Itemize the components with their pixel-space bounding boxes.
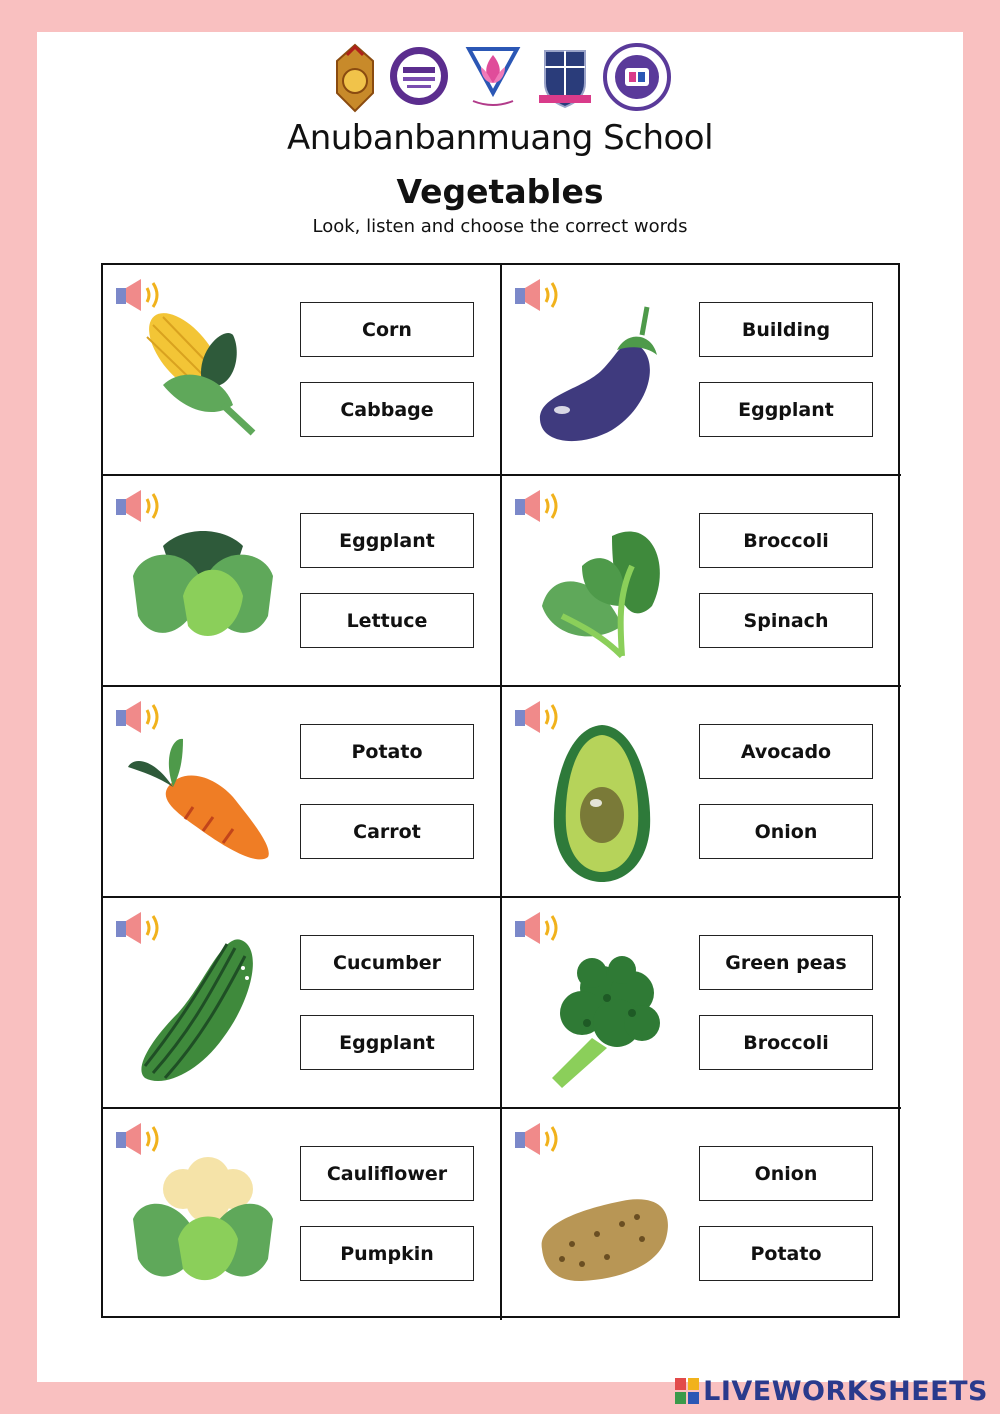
eggplant-picture <box>522 295 682 465</box>
worksheet-title: Vegetables <box>396 172 604 211</box>
option-lettuce[interactable]: Lettuce <box>300 593 474 648</box>
option-eggplant[interactable]: Eggplant <box>699 382 873 437</box>
question-cell-5 <box>103 687 502 898</box>
mep-logo <box>535 43 595 113</box>
school-name: Anubanbanmuang School <box>286 118 714 158</box>
obec-logo <box>333 43 377 113</box>
logo-strip <box>333 43 673 113</box>
broccoli-picture <box>522 928 682 1098</box>
question-cell-2 <box>502 265 901 476</box>
school-quality-logo <box>389 43 449 109</box>
cauliflower-picture <box>123 1139 283 1309</box>
spinach-picture <box>522 506 682 676</box>
brand-name: LIVEWORKSHEETS <box>703 1375 988 1407</box>
question-cell-8 <box>502 898 901 1109</box>
instructions: Look, listen and choose the correct words <box>312 216 688 237</box>
option-carrot[interactable]: Carrot <box>300 804 474 859</box>
option-spinach[interactable]: Spinach <box>699 593 873 648</box>
option-corn[interactable]: Corn <box>300 302 474 357</box>
question-cell-3 <box>103 476 502 687</box>
option-potato[interactable]: Potato <box>699 1226 873 1281</box>
question-cell-10 <box>502 1109 901 1320</box>
question-cell-6 <box>502 687 901 898</box>
option-eggplant[interactable]: Eggplant <box>300 513 474 568</box>
anuban-banmuang-logo <box>463 43 523 109</box>
option-cauliflower[interactable]: Cauliflower <box>300 1146 474 1201</box>
corn-picture <box>123 295 283 465</box>
carrot-picture <box>123 717 283 887</box>
option-pumpkin[interactable]: Pumpkin <box>300 1226 474 1281</box>
option-cucumber[interactable]: Cucumber <box>300 935 474 990</box>
liveworksheets-brand[interactable] <box>675 1375 988 1407</box>
question-grid <box>101 263 900 1318</box>
liveworksheets-logo-icon <box>675 1378 699 1404</box>
option-broccoli[interactable]: Broccoli <box>699 1015 873 1070</box>
option-potato[interactable]: Potato <box>300 724 474 779</box>
potato-picture <box>522 1139 682 1309</box>
option-avocado[interactable]: Avocado <box>699 724 873 779</box>
option-green-peas[interactable]: Green peas <box>699 935 873 990</box>
option-eggplant[interactable]: Eggplant <box>300 1015 474 1070</box>
option-onion[interactable]: Onion <box>699 804 873 859</box>
cucumber-picture <box>123 928 283 1098</box>
option-onion[interactable]: Onion <box>699 1146 873 1201</box>
option-broccoli[interactable]: Broccoli <box>699 513 873 568</box>
option-cabbage[interactable]: Cabbage <box>300 382 474 437</box>
option-building[interactable]: Building <box>699 302 873 357</box>
lettuce-picture <box>123 506 283 676</box>
question-cell-9 <box>103 1109 502 1320</box>
ms-program-logo <box>603 43 671 111</box>
question-cell-4 <box>502 476 901 687</box>
avocado-picture <box>522 717 682 887</box>
question-cell-7 <box>103 898 502 1109</box>
question-cell-1 <box>103 265 502 476</box>
